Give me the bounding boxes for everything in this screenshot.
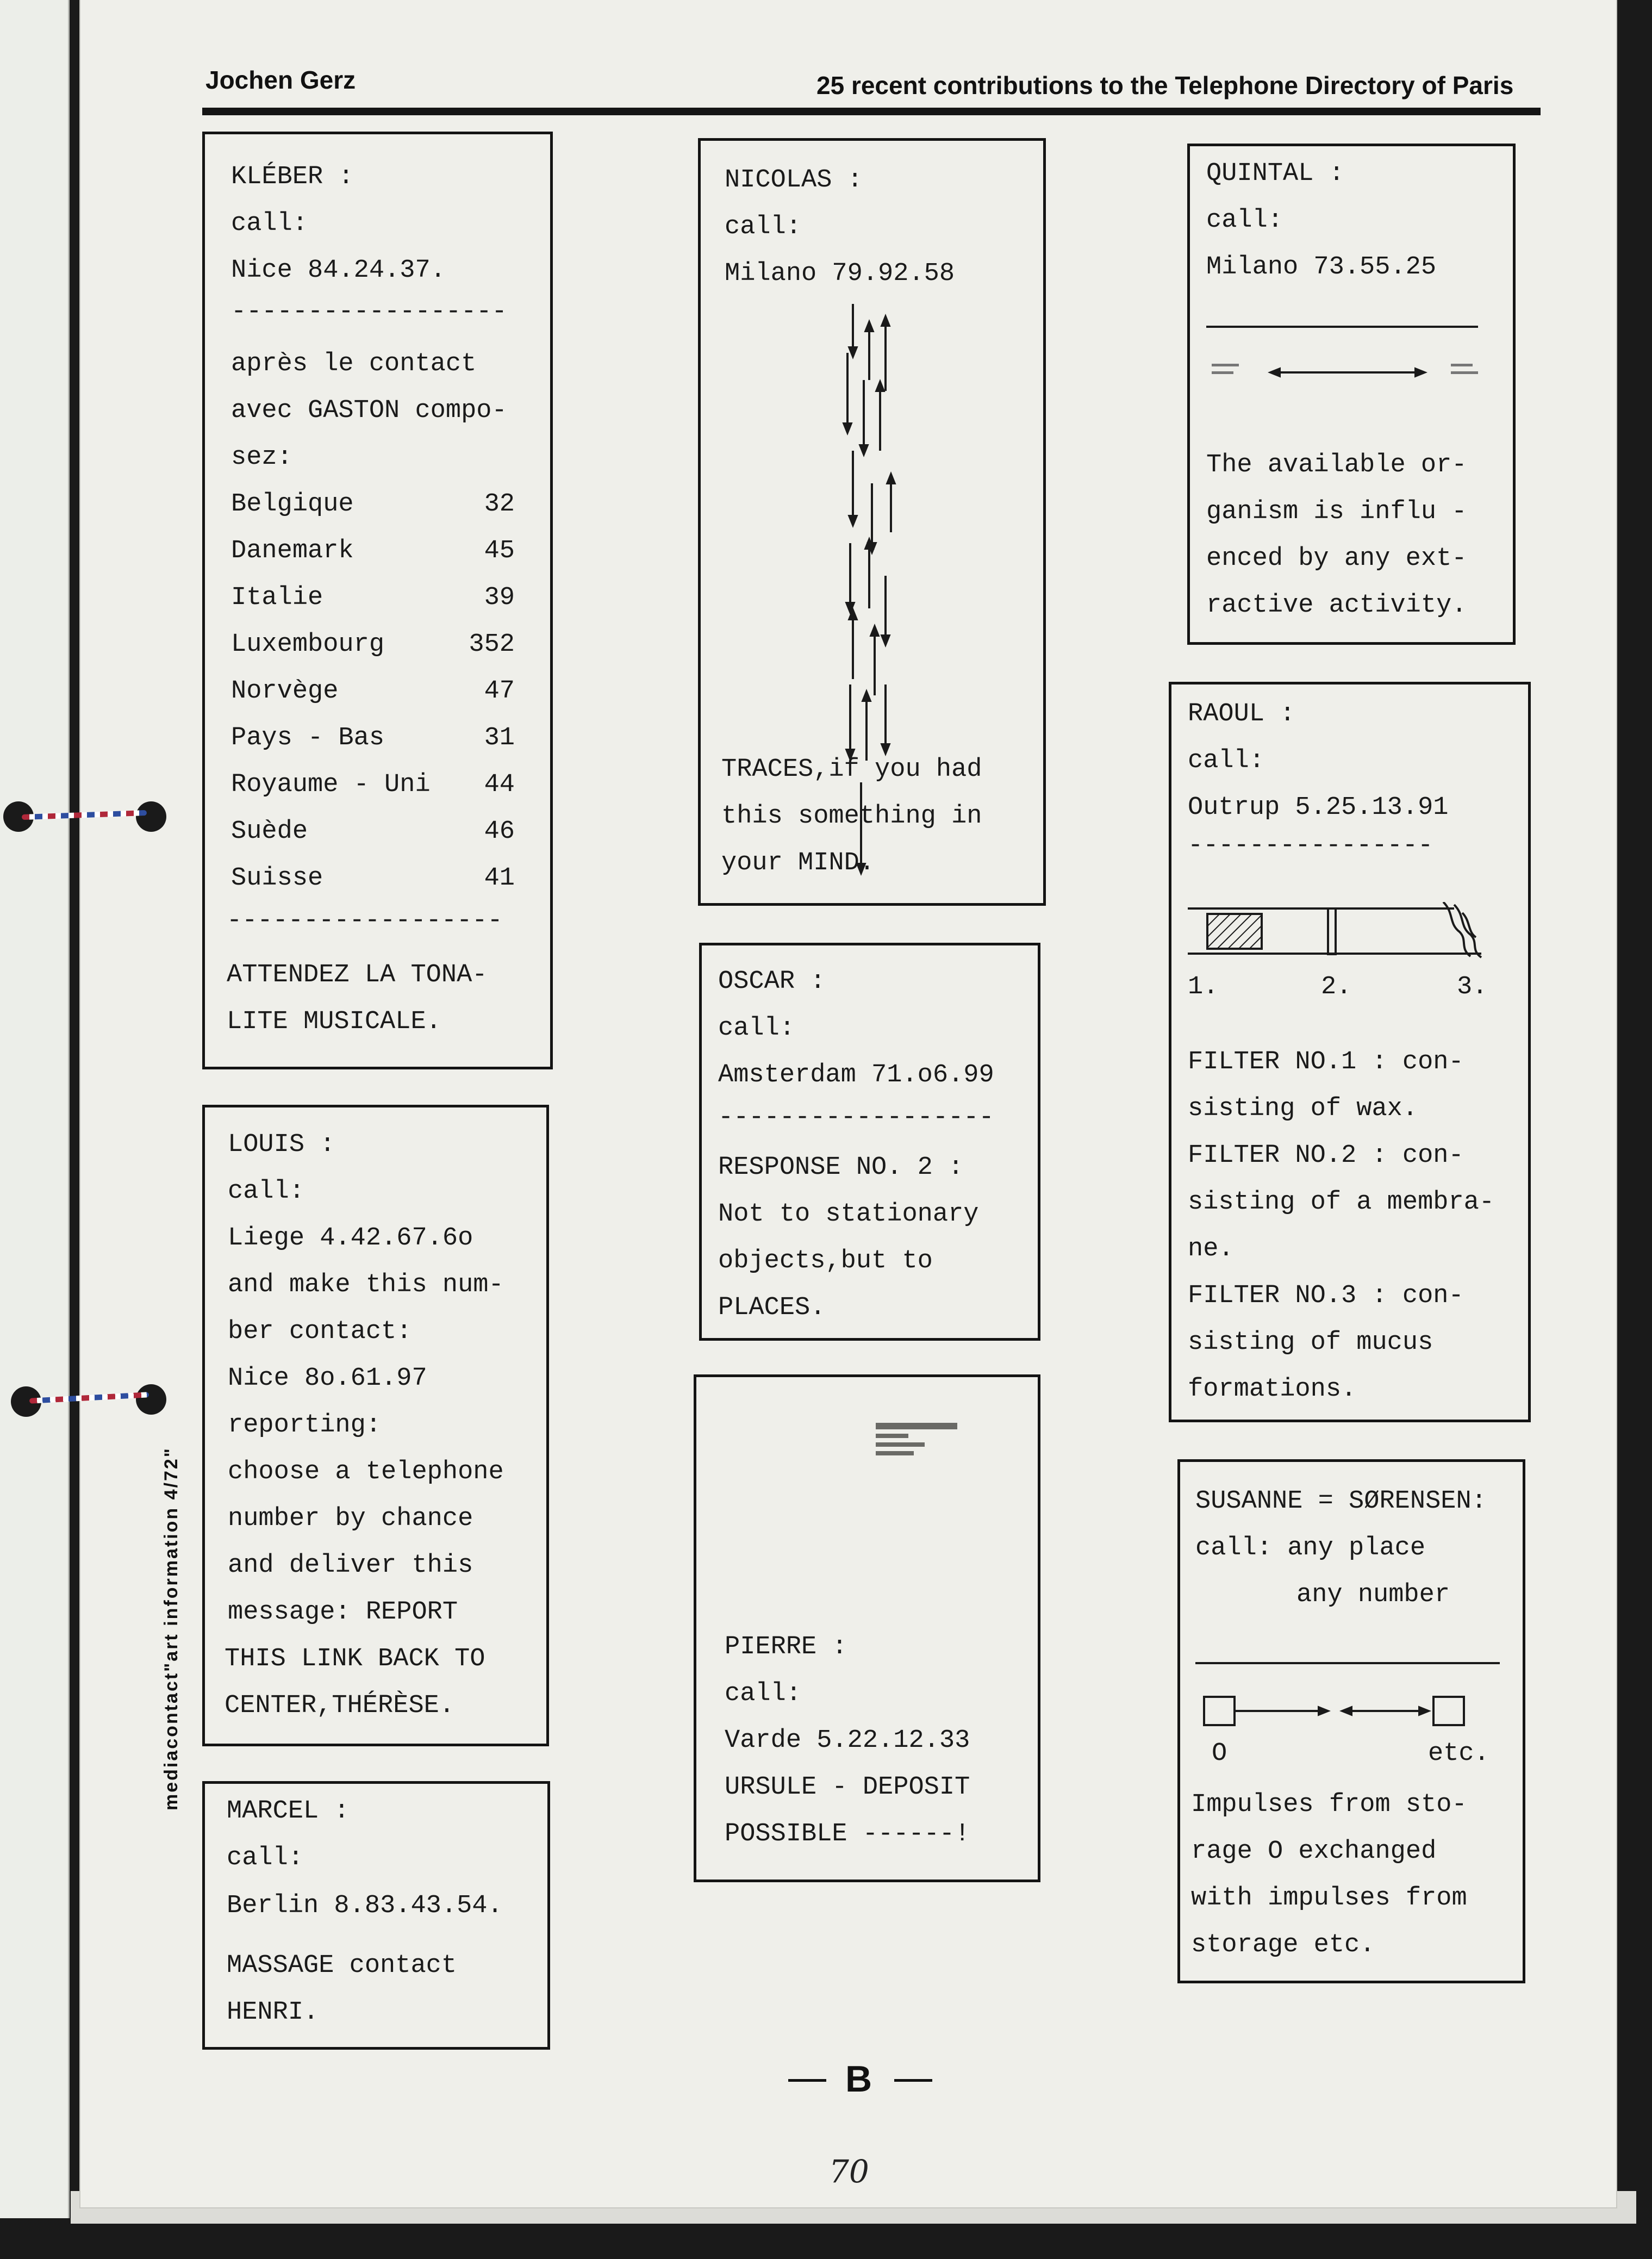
marcel-line: Berlin 8.83.43.54. <box>227 1891 503 1920</box>
kleber-rule: ------------------ <box>231 297 507 326</box>
raoul-rule: ---------------- <box>1188 831 1433 860</box>
country-code: 46 <box>484 817 515 846</box>
country-code: 47 <box>484 677 515 706</box>
filter-diagram <box>1188 902 1525 962</box>
entry-marcel <box>202 1781 550 2050</box>
quintal-line: enced by any ext- <box>1206 544 1467 573</box>
oscar-number: Amsterdam 71.o6.99 <box>718 1061 994 1090</box>
pierre-line: PIERRE : <box>725 1633 847 1661</box>
louis-line: and deliver this <box>228 1551 473 1580</box>
kleber-number: Nice 84.24.37. <box>231 256 446 285</box>
marcel-line: HENRI. <box>227 1998 319 2027</box>
entry-pierre <box>694 1374 1040 1882</box>
quintal-call: call: <box>1206 206 1283 235</box>
nicolas-line: this something in <box>721 802 982 831</box>
tiny-print-block <box>876 1423 957 1429</box>
quintal-line: ganism is influ - <box>1206 497 1467 526</box>
louis-line: choose a telephone <box>228 1458 504 1486</box>
raoul-line: sisting of wax. <box>1188 1094 1418 1123</box>
susanne-line: any number <box>1296 1580 1450 1609</box>
susanne-rule <box>1195 1662 1500 1664</box>
kleber-rule: ------------------ <box>227 906 503 935</box>
louis-line: CENTER,THÉRÈSE. <box>225 1691 455 1720</box>
header-rule <box>202 108 1541 115</box>
nicolas-line: your MIND. <box>721 849 875 878</box>
raoul-call: call: <box>1188 746 1265 775</box>
country-code: 31 <box>484 724 515 752</box>
pierre-line: URSULE - DEPOSIT <box>725 1773 970 1802</box>
louis-line: ber contact: <box>228 1317 412 1346</box>
raoul-line: sisting of mucus <box>1188 1328 1433 1357</box>
page-letter: B <box>845 2058 872 2100</box>
quintal-line: The available or- <box>1206 451 1467 480</box>
marcel-line: MARCEL : <box>227 1797 350 1826</box>
oscar-line: RESPONSE NO. 2 : <box>718 1153 964 1182</box>
louis-line: Liege 4.42.67.6o <box>228 1224 473 1253</box>
entry-oscar <box>699 943 1040 1341</box>
louis-line: THIS LINK BACK TO <box>225 1645 485 1673</box>
country-name: Pays - Bas <box>231 724 385 752</box>
entry-quintal <box>1187 144 1516 645</box>
louis-line: reporting: <box>228 1411 382 1440</box>
raoul-line: sisting of a membra- <box>1188 1188 1495 1217</box>
raoul-number: Outrup 5.25.13.91 <box>1188 793 1449 822</box>
previous-page-edge <box>0 0 70 2218</box>
raoul-line: formations. <box>1188 1375 1357 1404</box>
marcel-line: MASSAGE contact <box>227 1951 457 1980</box>
louis-line: call: <box>228 1177 305 1206</box>
entry-nicolas <box>698 138 1046 906</box>
louis-line: and make this num- <box>228 1271 504 1299</box>
country-name: Italie <box>231 583 323 612</box>
quintal-rule <box>1206 326 1478 328</box>
tiny-print-block <box>876 1451 914 1455</box>
kleber-line: après le contact <box>231 350 477 378</box>
entry-raoul <box>1169 682 1531 1422</box>
country-code: 32 <box>484 490 515 519</box>
louis-line: number by chance <box>228 1504 473 1533</box>
header-title: 25 recent contributions to the Telephone Directory of Paris <box>816 71 1514 99</box>
country-name: Luxembourg <box>231 630 385 659</box>
oscar-line: Not to stationary <box>718 1200 979 1229</box>
susanne-call: call: any place <box>1195 1534 1426 1563</box>
entry-louis <box>202 1105 549 1746</box>
kleber-line: avec GASTON compo- <box>231 396 507 425</box>
entry-susanne <box>1177 1459 1525 1983</box>
louis-line: LOUIS : <box>228 1130 335 1159</box>
susanne-line: with impulses from <box>1191 1884 1467 1913</box>
kleber-name: KLÉBER : <box>231 163 354 191</box>
kleber-line: ATTENDEZ LA TONA- <box>227 961 488 990</box>
country-name: Norvège <box>231 677 339 706</box>
header-author: Jochen Gerz <box>205 66 356 94</box>
kleber-line: LITE MUSICALE. <box>227 1007 441 1036</box>
country-name: Royaume - Uni <box>231 770 431 799</box>
susanne-line: rage O exchanged <box>1191 1837 1437 1866</box>
kleber-line: sez: <box>231 443 292 472</box>
raoul-line: ne. <box>1188 1235 1234 1264</box>
entry-kleber <box>202 132 553 1069</box>
country-code: 45 <box>484 537 515 565</box>
handwritten-page-number: 70 <box>829 2153 869 2190</box>
filter-label-1: 1. <box>1188 973 1219 1001</box>
pierre-line: POSSIBLE ------! <box>725 1820 970 1849</box>
nicolas-line: TRACES,if you had <box>721 755 982 784</box>
raoul-line: FILTER NO.3 : con- <box>1188 1281 1464 1310</box>
country-code: 39 <box>484 583 515 612</box>
binder-hole <box>136 801 166 832</box>
louis-line: message: REPORT <box>228 1598 458 1627</box>
nicolas-number: Milano 79.92.58 <box>725 259 955 288</box>
country-name: Danemark <box>231 537 354 565</box>
storage-label-etc: etc. <box>1428 1739 1489 1768</box>
double-arrow-drawing <box>1212 353 1494 391</box>
oscar-call: call: <box>718 1014 795 1043</box>
quintal-line: ractive activity. <box>1206 591 1467 620</box>
susanne-line: Impulses from sto- <box>1191 1790 1467 1819</box>
oscar-line: PLACES. <box>718 1293 826 1322</box>
country-name: Suisse <box>231 864 323 893</box>
storage-exchange-diagram <box>1202 1690 1506 1734</box>
raoul-line: FILTER NO.2 : con- <box>1188 1141 1464 1170</box>
raoul-line: FILTER NO.1 : con- <box>1188 1048 1464 1076</box>
oscar-rule: ------------------ <box>718 1103 994 1132</box>
raoul-name: RAOUL : <box>1188 700 1295 729</box>
kleber-call: call: <box>231 209 308 238</box>
susanne-line: storage etc. <box>1191 1931 1375 1959</box>
storage-label-o: O <box>1212 1739 1227 1768</box>
page-letter-dash <box>894 2079 932 2082</box>
nicolas-name: NICOLAS : <box>725 166 863 195</box>
marcel-line: call: <box>227 1844 304 1872</box>
nicolas-call: call: <box>725 213 802 241</box>
susanne-name: SUSANNE = SØRENSEN: <box>1195 1487 1487 1516</box>
oscar-line: objects,but to <box>718 1247 933 1275</box>
oscar-name: OSCAR : <box>718 967 826 996</box>
pierre-line: call: <box>725 1679 802 1708</box>
quintal-name: QUINTAL : <box>1206 159 1344 188</box>
page-letter-dash <box>788 2079 826 2082</box>
pierre-line: Varde 5.22.12.33 <box>725 1726 970 1755</box>
tiny-print-block <box>876 1434 908 1438</box>
country-code: 352 <box>469 630 515 659</box>
filter-label-3: 3. <box>1457 973 1488 1001</box>
arrow-traces-drawing <box>831 304 913 880</box>
louis-line: Nice 8o.61.97 <box>228 1364 427 1393</box>
filter-label-2: 2. <box>1321 973 1352 1001</box>
country-code: 44 <box>484 770 515 799</box>
country-code: 41 <box>484 864 515 893</box>
country-name: Belgique <box>231 490 354 519</box>
binder-hole <box>136 1384 166 1415</box>
side-publication-text: mediacontact"art information 4/72" <box>161 1447 182 1810</box>
tiny-print-block <box>876 1442 925 1447</box>
quintal-number: Milano 73.55.25 <box>1206 253 1437 282</box>
country-name: Suède <box>231 817 308 846</box>
